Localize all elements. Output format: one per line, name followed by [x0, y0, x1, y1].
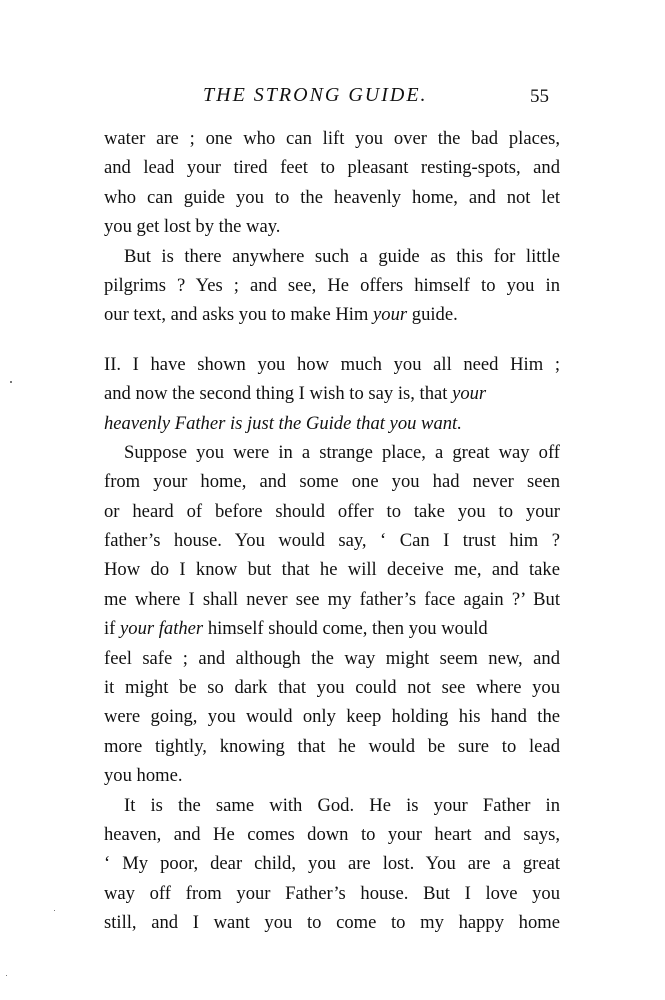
- text-line: you home.: [104, 765, 183, 787]
- paragraph-2: [104, 242, 560, 330]
- paragraph-1: [104, 124, 560, 242]
- scan-speck: [10, 381, 12, 383]
- text-line: father’s house. You would say, ‘ Can I trust him ?: [104, 530, 560, 552]
- scan-speck: [6, 975, 7, 976]
- text-line: How do I know but that he will deceive me, and take: [104, 559, 560, 581]
- text-segment: if: [104, 618, 121, 640]
- text-line: But is there anywhere such a guide as this for little: [124, 245, 560, 267]
- text-line: pilgrims ? Yes ; and see, He offers himself to you in: [104, 274, 560, 296]
- text-segment: our text, and asks you to make Him: [104, 304, 374, 326]
- text-line: more tightly, knowing that he would be sure to lead: [104, 735, 560, 757]
- page-number: 55: [530, 86, 549, 107]
- text-line: Suppose you were in a strange place, a great way off: [124, 441, 560, 463]
- text-line: who can guide you to the heavenly home, and not let: [104, 186, 560, 208]
- paragraph-4: [104, 438, 560, 791]
- emphasis-text: your: [373, 304, 408, 326]
- page-header: [0, 84, 665, 114]
- text-line: II. I have shown you how much you all need Him ;: [104, 353, 560, 375]
- text-line: you get lost by the way.: [104, 216, 281, 238]
- scan-speck: [54, 910, 55, 911]
- text-line: heaven, and He comes down to your heart and says,: [104, 823, 560, 845]
- text-line: from your home, and some one you had never seen: [104, 471, 560, 493]
- running-title: THE STRONG GUIDE.: [203, 84, 428, 106]
- emphasis-text: your father: [120, 618, 204, 640]
- text-line: were going, you would only keep holding his hand the: [104, 706, 560, 728]
- section-gap: [104, 330, 560, 350]
- text-line: It is the same with God. He is your Father in: [124, 794, 560, 816]
- paragraph-5: [104, 791, 560, 938]
- text-line: or heard of before should offer to take you to your: [104, 500, 560, 522]
- text-line: it might be so dark that you could not see where you: [104, 677, 560, 699]
- text-line: [104, 379, 560, 408]
- text-line: way off from your Father’s house. But I love you: [104, 882, 560, 904]
- text-line: water are ; one who can lift you over the bad places,: [104, 128, 560, 149]
- text-line: still, and I want you to come to my happy home: [104, 912, 560, 934]
- text-line: [104, 300, 560, 329]
- text-segment: and now the second thing I wish to say is, that: [104, 383, 453, 405]
- text-line: heavenly Father is just the Guide that you want.: [104, 412, 462, 434]
- text-line: and lead your tired feet to pleasant resting-spots, and: [104, 157, 560, 179]
- emphasis-text: your: [452, 383, 487, 405]
- paragraph-3: [104, 350, 560, 438]
- text-line: ‘ My poor, dear child, you are lost. You are a great: [104, 853, 560, 875]
- text-line: feel safe ; and although the way might seem new, and: [104, 647, 560, 669]
- text-line: me where I shall never see my father’s face again ?’ But: [104, 588, 560, 610]
- text-line: [104, 614, 560, 643]
- body-text: [104, 124, 560, 938]
- text-segment: guide.: [411, 304, 458, 326]
- text-segment: himself should come, then you would: [203, 618, 488, 640]
